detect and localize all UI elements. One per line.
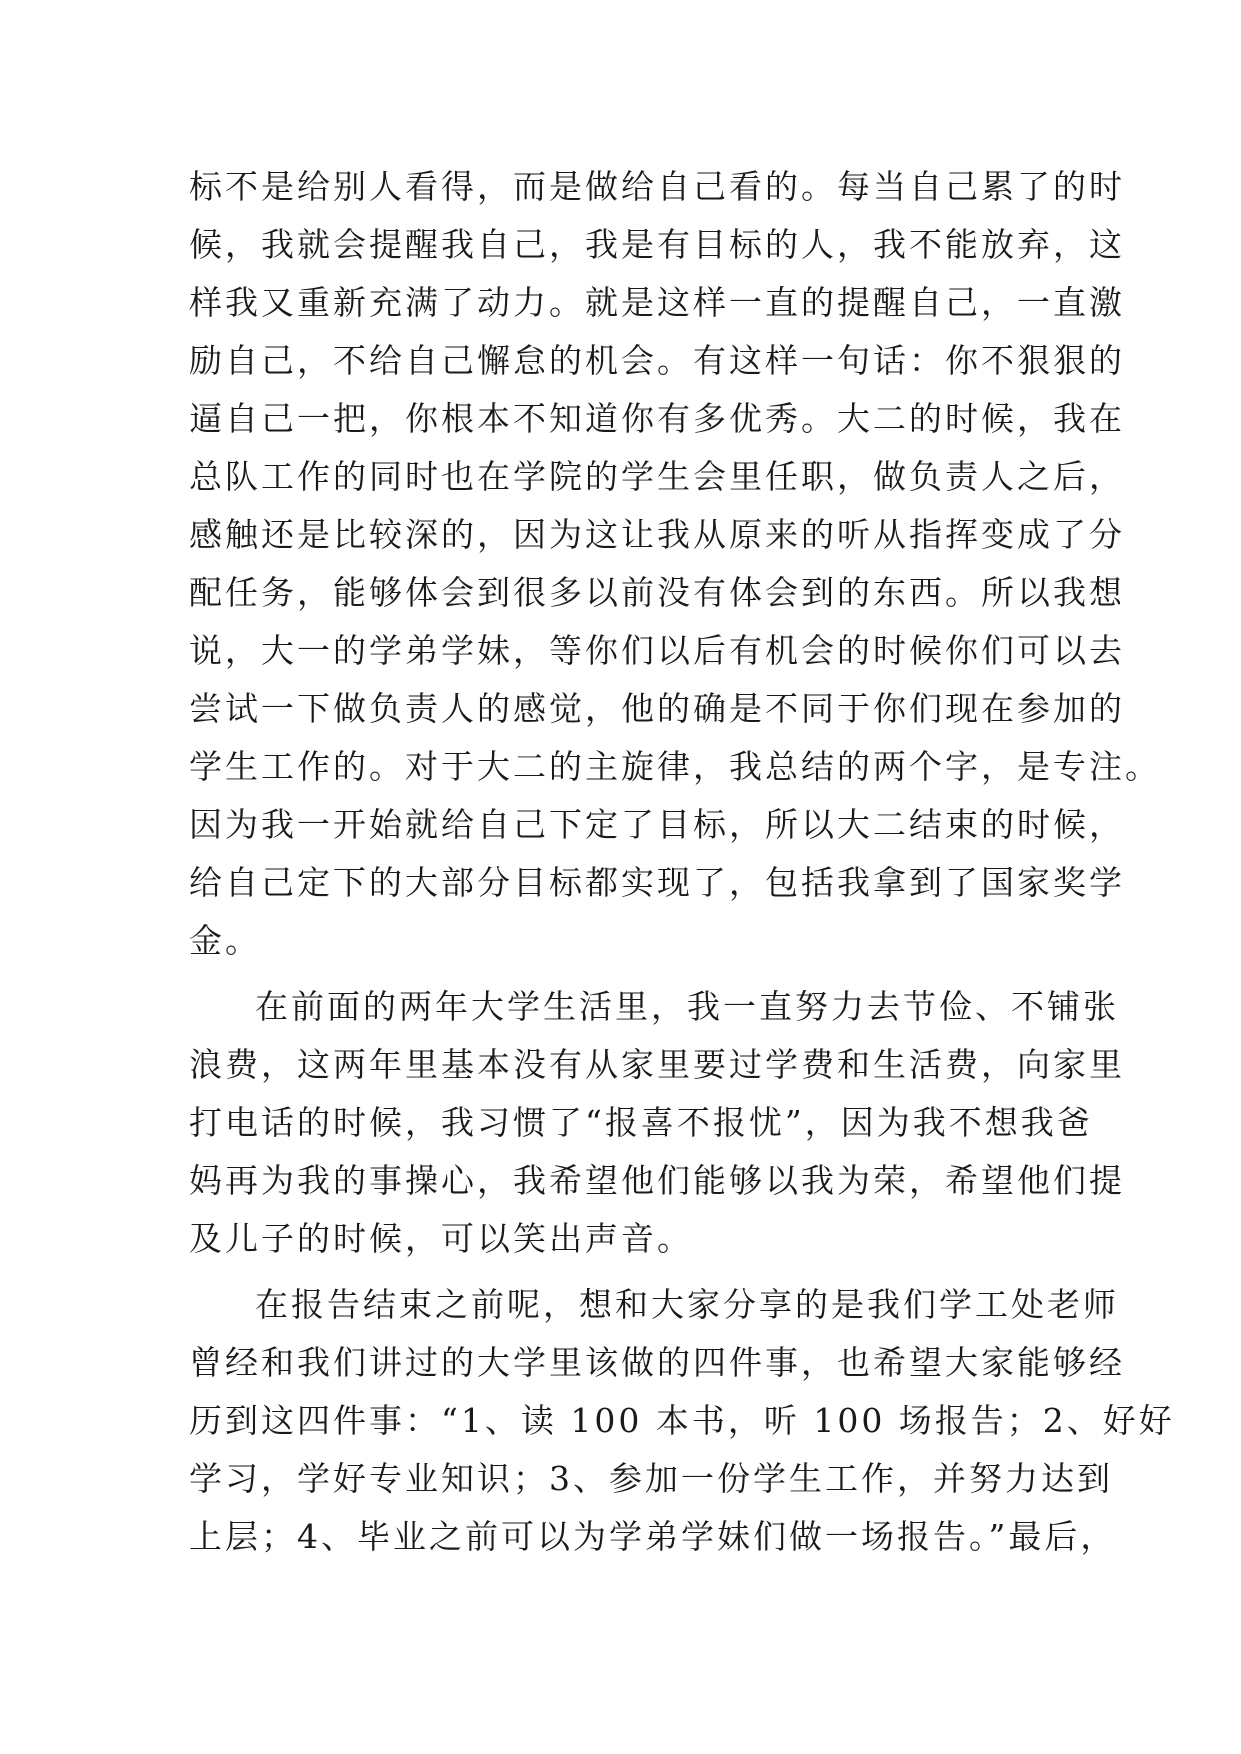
text-line: 说，大一的学弟学妹，等你们以后有机会的时候你们可以去 — [189, 631, 1125, 670]
text-line: 逼自己一把，你根本不知道你有多优秀。大二的时候，我在 — [189, 399, 1125, 438]
text-line: 配任务，能够体会到很多以前没有体会到的东西。所以我想 — [189, 573, 1125, 612]
text-line: 总队工作的同时也在学院的学生会里任职，做负责人之后， — [189, 457, 1125, 496]
text-line: 尝试一下做负责人的感觉，他的确是不同于你们现在参加的 — [189, 689, 1125, 728]
text-line: 打电话的时候，我习惯了“报喜不报忧”，因为我不想我爸 — [189, 1103, 1093, 1142]
text-line: 在前面的两年大学生活里，我一直努力去节俭、不铺张 — [255, 987, 1119, 1026]
text-line: 给自己定下的大部分目标都实现了，包括我拿到了国家奖学 — [189, 863, 1125, 902]
text-line: 样我又重新充满了动力。就是这样一直的提醒自己，一直激 — [189, 283, 1125, 322]
text-line: 感触还是比较深的，因为这让我从原来的听从指挥变成了分 — [189, 515, 1125, 554]
document-body — [189, 158, 1175, 1566]
text-line: 历到这四件事：“1、读 100 本书，听 100 场报告；2、好好 — [189, 1401, 1175, 1440]
text-line: 候，我就会提醒我自己，我是有目标的人，我不能放弃，这 — [189, 225, 1125, 264]
text-line: 因为我一开始就给自己下定了目标，所以大二结束的时候， — [189, 805, 1125, 844]
text-line: 金。 — [189, 921, 261, 960]
text-line: 及儿子的时候，可以笑出声音。 — [189, 1219, 693, 1258]
text-line: 妈再为我的事操心，我希望他们能够以我为荣，希望他们提 — [189, 1161, 1125, 1200]
text-line: 学生工作的。对于大二的主旋律，我总结的两个字，是专注。 — [189, 747, 1161, 786]
text-line: 学习，学好专业知识；3、参加一份学生工作，并努力达到 — [189, 1459, 1113, 1498]
text-line: 上层；4、毕业之前可以为学弟学妹们做一场报告。”最后， — [189, 1517, 1117, 1556]
text-line: 曾经和我们讲过的大学里该做的四件事，也希望大家能够经 — [189, 1343, 1125, 1382]
text-line: 在报告结束之前呢，想和大家分享的是我们学工处老师 — [255, 1285, 1119, 1324]
text-line: 标不是给别人看得，而是做给自己看的。每当自己累了的时 — [189, 167, 1125, 206]
text-line: 浪费，这两年里基本没有从家里要过学费和生活费，向家里 — [189, 1045, 1125, 1084]
text-line: 励自己，不给自己懈怠的机会。有这样一句话：你不狠狠的 — [189, 341, 1125, 380]
